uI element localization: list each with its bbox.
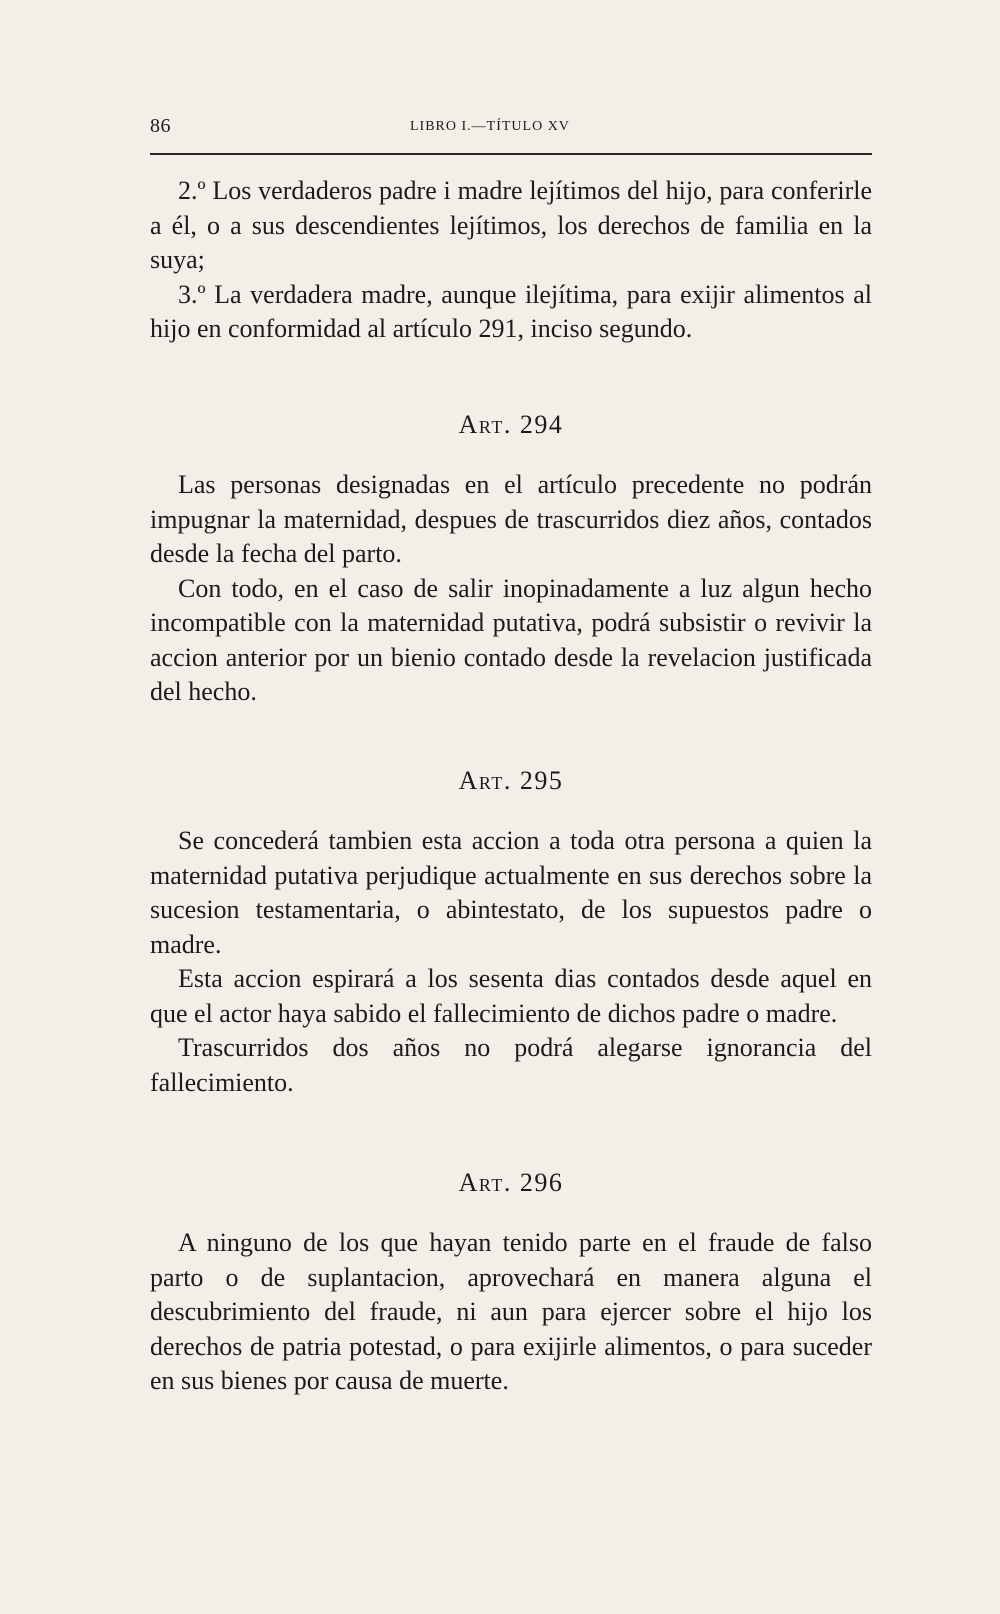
running-title: LIBRO I.—TÍTULO XV: [410, 119, 570, 134]
article-heading-296: Art. 296: [458, 1168, 564, 1197]
article-294-body: [150, 468, 872, 710]
article-296-body: [150, 1226, 872, 1399]
header-rule: [150, 153, 872, 155]
paragraph: Esta accion espirará a los sesenta dias contados desde aquel en que el actor haya sabido el fallecimiento de dichos padre o madre.: [150, 964, 872, 1028]
paragraph: 3.º La verdadera madre, aunque ilejítima, para exijir alimentos al hijo en conformidad al artículo 291, inciso segundo.: [150, 279, 872, 343]
paragraph: Las personas designadas en el artículo precedente no podrán impugnar la maternidad, despues de trascurridos diez años, contados desde la fecha del parto.: [150, 470, 872, 568]
paragraph: Trascurridos dos años no podrá alegarse ignorancia del fallecimiento.: [150, 1033, 872, 1097]
paragraph: A ninguno de los que hayan tenido parte en el fraude de falso parto o de suplantacion, aprovechará en manera alguna el descubrimiento del fraude, ni aun para ejercer sobre el hijo los derechos de patria potestad, o para exijirle alimentos, o para suceder en sus bienes por causa de muerte.: [150, 1228, 872, 1395]
paragraph: 2.º Los verdaderos padre i madre lejítimos del hijo, para conferirle a él, o a sus descendientes lejítimos, los derechos de familia en la suya;: [150, 176, 872, 274]
paragraph: Se concederá tambien esta accion a toda otra persona a quien la maternidad putativa perjudique actualmente en sus derechos sobre la sucesion testamentaria, o abintestato, de los supuestos padre o madre.: [150, 826, 872, 959]
page-header: [150, 113, 872, 143]
page-number: 86: [150, 115, 171, 137]
paragraph: Con todo, en el caso de salir inopinadamente a luz algun hecho incompatible con la maternidad putativa, podrá subsistir o revivir la accion anterior por un bienio contado desde la revelacion justificada del hecho.: [150, 573, 872, 706]
article-heading-295: Art. 295: [458, 766, 564, 795]
article-heading-294: Art. 294: [458, 410, 564, 439]
continuation-block: [150, 174, 872, 347]
article-295-body: [150, 824, 872, 1100]
